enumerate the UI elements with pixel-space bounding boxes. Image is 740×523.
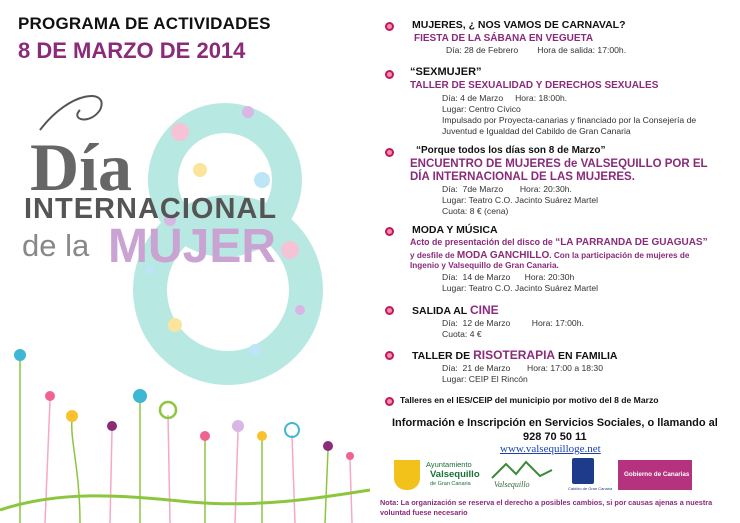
logo2-text: Valsequillo	[494, 480, 530, 489]
event3-quote: “Porque todos los días son 8 de Marzo”	[416, 145, 606, 156]
note-line-1: Nota: La organización se reserva el derecho a posibles cambios, si por causas ajenas a nuestra	[380, 498, 713, 507]
logo-valsequillo	[490, 458, 554, 496]
logo1-line3: de Gran Canaria	[430, 481, 471, 487]
poster-word-dia: Día	[30, 129, 132, 205]
event4-fashion-name: MODA GANCHILLO	[456, 250, 550, 261]
event4-title: MODA Y MÚSICA	[412, 224, 498, 236]
info-website-link[interactable]: www.valsequilloge.net	[500, 443, 601, 455]
swirl-ornament	[40, 96, 102, 130]
info-phone[interactable]: 928 70 50 11	[523, 431, 587, 443]
event4-line2-text: y desfile de	[410, 251, 457, 260]
event1-title: MUJERES, ¿ NOS VAMOS DE CARNAVAL?	[412, 19, 626, 31]
event6-title	[412, 348, 618, 362]
event5-detail-1: Día: 12 de Marzo Hora: 17:00h.	[442, 318, 584, 328]
event4-line2	[410, 250, 689, 261]
event6-title-a: TALLER DE	[412, 350, 474, 362]
bullet-icon	[385, 306, 394, 315]
crest-icon	[572, 458, 594, 484]
event2-title: “SEXMUJER”	[410, 66, 482, 78]
mountain-icon	[490, 458, 554, 482]
event3-detail-1: Día: 7de Marzo Hora: 20:30h.	[442, 184, 572, 194]
bullet-icon	[385, 227, 394, 236]
flower-garden	[0, 349, 370, 523]
poster-word-mujer: MUJER	[108, 220, 277, 273]
note-line-2: voluntad fuese necesario	[380, 508, 468, 517]
event4-line3: Ingenio y Valsequillo de Gran Canaria.	[410, 261, 559, 270]
bullet-icon	[385, 397, 394, 406]
program-title: PROGRAMA DE ACTIVIDADES	[18, 14, 271, 33]
bullet-icon	[385, 22, 394, 31]
events-column	[380, 0, 735, 523]
logo4-line1: Gobierno de Canarias	[624, 471, 690, 478]
bullet-icon	[385, 70, 394, 79]
event4-detail-1: Día: 14 de Marzo Hora: 20:30h	[442, 272, 575, 282]
logo1-line1: Ayuntamiento	[426, 460, 472, 469]
bullet-icon	[385, 148, 394, 157]
event1-detail: Día: 28 de Febrero Hora de salida: 17:00h.	[446, 45, 627, 55]
event2-detail-1: Día: 4 de Marzo Hora: 18:00h.	[442, 93, 568, 103]
poster-word-dela: de la	[22, 228, 90, 263]
program-date: 8 DE MARZO DE 2014	[18, 38, 246, 63]
logo1-line2: Valsequillo	[430, 469, 480, 480]
event4-line1-text: Acto de presentación del disco de	[410, 237, 556, 247]
event5-title-a: SALIDA AL	[412, 305, 470, 317]
event2-detail-4: Juventud e Igualdad del Cabildo de Gran Canaria	[442, 126, 631, 136]
event2-detail-3: Impulsado por Proyecta-canarias y financiado por la Consejería de	[442, 115, 697, 125]
event5-title-b: CINE	[469, 303, 499, 317]
event7-title: Talleres en el IES/CEIP del municipio por motivo del 8 de Marzo	[400, 395, 659, 405]
event4-disc-name: “LA PARRANDA DE GUAGUAS”	[555, 237, 708, 248]
event2-detail-2: Lugar: Centro Cívico	[442, 104, 521, 114]
logo-cabildo	[568, 458, 613, 496]
shield-icon	[394, 460, 420, 490]
event5-title	[412, 303, 499, 317]
poster-illustration	[0, 70, 370, 523]
logo-ayuntamiento	[394, 458, 480, 496]
event3-detail-3: Cuota: 8 € (cena)	[442, 206, 509, 216]
info-line: Información e Inscripción en Servicios Sociales, o llamando al	[392, 417, 718, 429]
logo3-text: Cabildo de Gran Canaria	[568, 486, 613, 491]
event3-detail-2: Lugar: Teatro C.O. Jacinto Suárez Martel	[442, 195, 599, 205]
event6-title-b: RISOTERAPIA	[473, 348, 556, 362]
event5-detail-2: Cuota: 4 €	[442, 329, 482, 339]
event2-subtitle: TALLER DE SEXUALIDAD Y DERECHOS SEXUALES	[410, 80, 659, 91]
event1-subtitle: FIESTA DE LA SÁBANA EN VEGUETA	[414, 33, 594, 44]
event4-detail-2: Lugar: Teatro C.O. Jacinto Suárez Martel	[442, 283, 599, 293]
event6-title-c: EN FAMILIA	[555, 350, 618, 362]
event3-title-1: ENCUENTRO DE MUJERES de VALSEQUILLO POR EL	[410, 158, 708, 170]
event6-detail-1: Día: 21 de Marzo Hora: 17:00 a 18:30	[442, 363, 603, 373]
poster-word-internacional: INTERNACIONAL	[24, 193, 278, 225]
event6-detail-2: Lugar: CEIP El Rincón	[442, 374, 528, 384]
logo-gobierno	[618, 460, 692, 490]
event3-title-2: DÍA INTERNACIONAL DE LAS MUJERES.	[410, 171, 635, 183]
event4-line1	[410, 237, 708, 248]
event4-line2-end: . Con la participación de mujeres de	[549, 251, 690, 260]
bullet-icon	[385, 351, 394, 360]
